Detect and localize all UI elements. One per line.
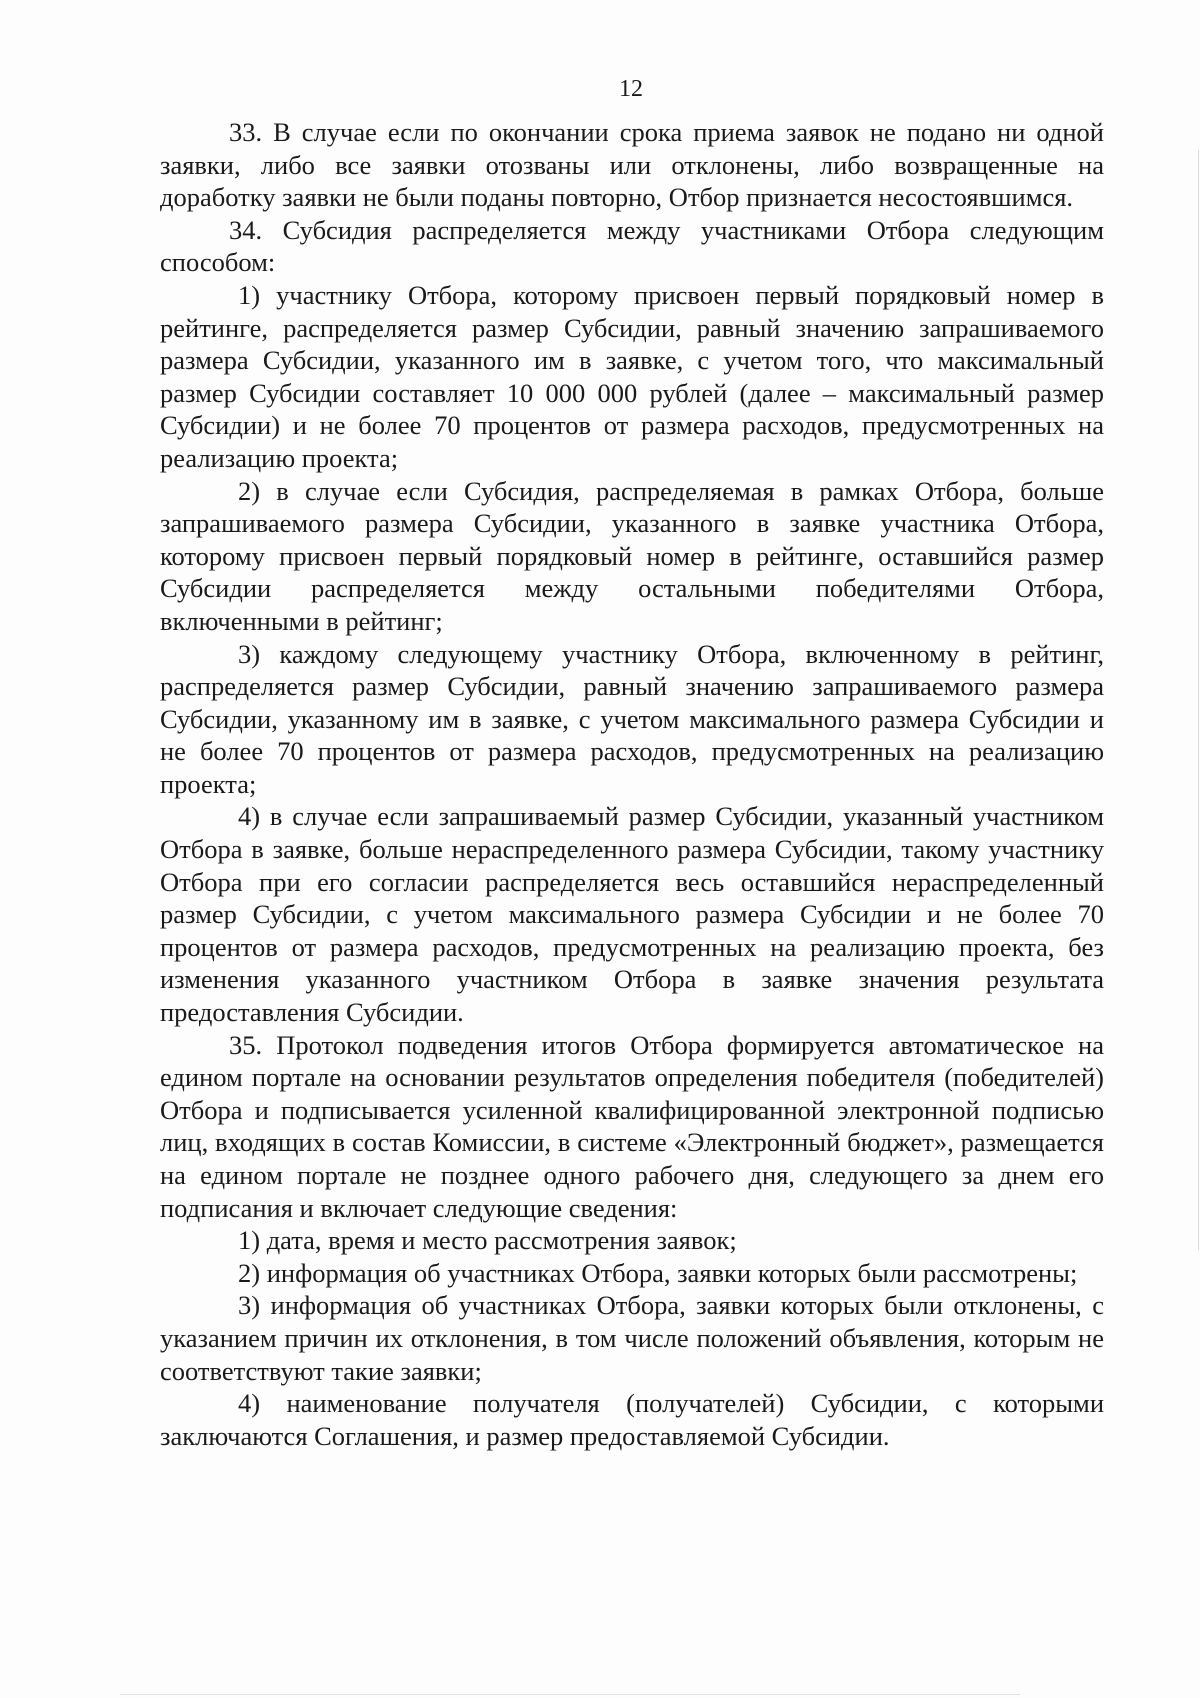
paragraph-35-item-4: 4) наименование получателя (получателей) Субсидии, с которыми заключаются Соглашения, и размер предоставляемой Субсидии. bbox=[160, 1388, 1104, 1451]
paragraph-34-item-1: 1) участнику Отбора, которому присвоен первый порядковый номер в рейтинге, распределяется размер Субсидии, равный значению запрашиваемого размера Субсидии, указанного им в заявке, с учетом того, что максимальный размер Субсидии составляет 10 000 000 рублей (далее – максимальный размер Субсидии) и не более 70 процентов от размера расходов, предусмотренных на реализацию проекта; bbox=[160, 279, 1104, 473]
paragraph-35-item-3: 3) информация об участниках Отбора, заявки которых были отклонены, с указанием причин их отклонения, в том числе положений объявления, которым не соответствуют такие заявки; bbox=[160, 1290, 1104, 1386]
paragraph-35: 35. Протокол подведения итогов Отбора формируется автоматическое на едином портале на основании результатов определения победителя (победителей) Отбора и подписывается усиленной квалифицированной электронной подписью лиц, входящих в состав Комиссии, в системе «Электронный бюджет», размещается на едином портале не позднее одного рабочего дня, следующего за днем его подписания и включает следующие сведения: bbox=[160, 1029, 1104, 1223]
paragraph-34: 34. Субсидия распределяется между участниками Отбора следующим способом: bbox=[160, 214, 1104, 278]
scan-edge-line bbox=[1198, 150, 1199, 1250]
page-number: 12 bbox=[619, 76, 643, 102]
scan-bottom-line bbox=[120, 1694, 1020, 1695]
paragraph-35-item-2: 2) информация об участниках Отбора, заявки которых были рассмотрены; bbox=[238, 1257, 1078, 1288]
paragraph-35-item-1: 1) дата, время и место рассмотрения заявок; bbox=[238, 1225, 737, 1256]
paragraph-34-item-2: 2) в случае если Субсидия, распределяемая в рамках Отбора, больше запрашиваемого размера Субсидии, указанного в заявке участника Отбора, которому присвоен первый порядковый номер в рейтинге, оставшийся размер Субсидии распределяется между остальными победителями Отбора, включенными в рейтинг; bbox=[160, 475, 1104, 636]
paragraph-34-item-4: 4) в случае если запрашиваемый размер Субсидии, указанный участником Отбора в заявке, больше нераспределенного размера Субсидии, такому участнику Отбора при его согласии распределяется весь оставшийся нераспределенный размер Субсидии, с учетом максимального размера Субсидии и не более 70 процентов от размера расходов, предусмотренных на реализацию проекта, без изменения указанного участником Отбора в заявке значения результата предоставления Субсидии. bbox=[160, 801, 1104, 1028]
paragraph-34-item-3: 3) каждому следующему участнику Отбора, включенному в рейтинг, распределяется размер Субсидии, равный значению запрашиваемого размера Субсидии, указанному им в заявке, с учетом максимального размера Субсидии и не более 70 процентов от размера расходов, предусмотренных на реализацию проекта; bbox=[160, 638, 1104, 799]
paragraph-33: 33. В случае если по окончании срока приема заявок не подано ни одной заявки, либо все заявки отозваны или отклонены, либо возвращенные на доработку заявки не были поданы повторно, Отбор признается несостоявшимся. bbox=[160, 117, 1104, 213]
document-body bbox=[160, 116, 1104, 1452]
